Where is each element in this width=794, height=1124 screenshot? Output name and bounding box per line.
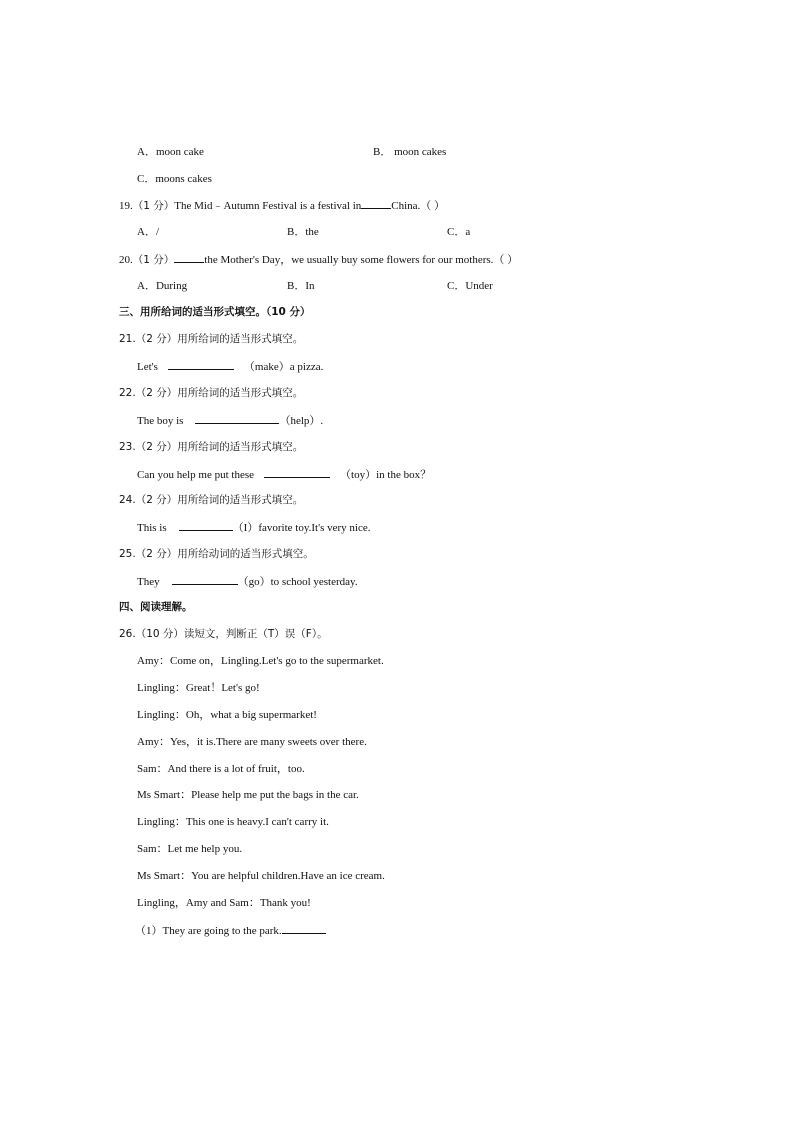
q19-blank[interactable]: [361, 197, 391, 209]
q20-score: （1 分）: [132, 254, 175, 266]
q19-option-c: C．a: [447, 226, 471, 238]
q20-option-a: A．During: [137, 280, 188, 292]
q21-sentence: [137, 358, 323, 374]
q25-heading: 25.（2 分）用所给动词的适当形式填空。: [119, 548, 314, 560]
q25-hint: （go）: [237, 576, 271, 588]
q20-option-c: C．Under: [447, 280, 493, 292]
q24-sentence: [137, 519, 370, 535]
q26-sub-1-blank[interactable]: [282, 922, 326, 934]
q19-option-a: A．/: [137, 226, 159, 238]
q21-hint: （make）: [243, 361, 290, 373]
dialog-line: Amy：Yes，it is.There are many sweets over there.: [137, 736, 367, 748]
q25-post: to school yesterday.: [270, 576, 358, 588]
q23-blank[interactable]: [264, 466, 330, 478]
q24-blank[interactable]: [179, 519, 233, 531]
q20-stem: [119, 251, 518, 267]
q18-option-a: A．moon cake: [137, 146, 204, 158]
dialog-line: Sam：Let me help you.: [137, 843, 243, 855]
q20-blank[interactable]: [174, 251, 204, 263]
q20-option-b: B．In: [287, 280, 315, 292]
dialog-line: Ms Smart：Please help me put the bags in the car.: [137, 789, 359, 801]
q25-pre: They: [137, 576, 160, 588]
q19-option-b: B．the: [287, 226, 319, 238]
dialog-line: Lingling：This one is heavy.I can't carry it.: [137, 816, 329, 828]
q21-pre: Let's: [137, 361, 158, 373]
q18-option-b: B． moon cakes: [373, 146, 447, 158]
q24-pre: This is: [137, 522, 167, 534]
q19-stem: [119, 197, 445, 213]
dialog-line: Lingling：Great！Let's go!: [137, 682, 260, 694]
q26-sub-1: [135, 922, 326, 938]
q19-text-2: China.（ ）: [391, 200, 446, 212]
q19-number: 19.: [119, 200, 133, 212]
dialog-line: Lingling：Oh，what a big supermarket!: [137, 709, 317, 721]
dialog-line: Sam：And there is a lot of fruit，too.: [137, 763, 305, 775]
section-4-heading: 四、阅读理解。: [119, 601, 193, 613]
q23-post: in the box？: [376, 469, 432, 481]
q19-score: （1 分）: [132, 200, 175, 212]
dialog-line: Lingling，Amy and Sam：Thank you!: [137, 897, 311, 909]
q25-sentence: [137, 573, 358, 589]
q18-option-c: C．moons cakes: [137, 173, 212, 185]
q22-blank[interactable]: [195, 412, 279, 424]
q19-text-1: The Mid﹣Autumn Festival is a festival in: [174, 200, 362, 212]
q22-hint: （help）.: [279, 415, 324, 427]
q23-pre: Can you help me put these: [137, 469, 255, 481]
q23-hint: （toy）: [340, 469, 377, 481]
q22-heading: 22.（2 分）用所给词的适当形式填空。: [119, 387, 304, 399]
dialog-line: Ms Smart：You are helpful children.Have an ice cream.: [137, 870, 385, 882]
q22-pre: The boy is: [137, 415, 184, 427]
section-3-heading: 三、用所给词的适当形式填空。（10 分）: [119, 306, 311, 318]
q24-hint: （I）favorite toy.It's very nice.: [232, 522, 371, 534]
q24-heading: 24.（2 分）用所给词的适当形式填空。: [119, 494, 304, 506]
q21-post: a pizza.: [289, 361, 324, 373]
q25-blank[interactable]: [172, 573, 238, 585]
q26-heading: 26.（10 分）读短文，判断正（T）误（F）。: [119, 628, 328, 640]
q26-sub-1-text: （1）They are going to the park.: [135, 925, 282, 937]
dialog-line: Amy：Come on，Lingling.Let's go to the supermarket.: [137, 655, 384, 667]
q22-sentence: [137, 412, 323, 428]
q20-number: 20.: [119, 254, 133, 266]
q23-sentence: [137, 466, 431, 482]
q20-text: the Mother's Day，we usually buy some flowers for our mothers.（ ）: [204, 254, 519, 266]
q23-heading: 23.（2 分）用所给词的适当形式填空。: [119, 441, 304, 453]
q21-heading: 21.（2 分）用所给词的适当形式填空。: [119, 333, 304, 345]
q21-blank[interactable]: [168, 358, 234, 370]
